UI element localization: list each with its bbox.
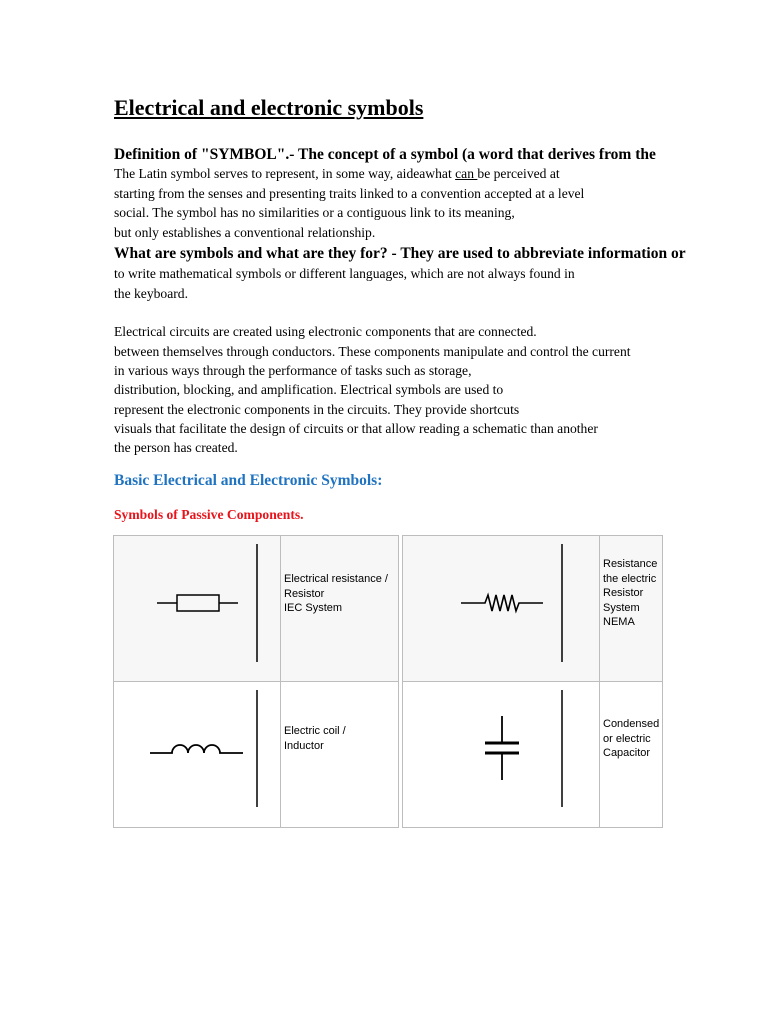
caption-line: Resistance [603,558,658,570]
resistor-iec-caption [281,536,398,682]
circuits-line: represent the electronic components in the circuits. They provide shortcuts [114,402,520,417]
page-title: Electrical and electronic symbols [114,95,424,120]
definition-line-1-pre: The Latin symbol serves to represent, in some way, aideawhat [114,166,456,181]
inductor-icon [114,682,281,827]
capacitor-cell [403,682,600,827]
caption-line: Capacitor [603,747,651,759]
caption-line: Inductor [284,739,324,752]
resistor-nema-caption [600,536,662,682]
what-line-2: the keyboard. [114,286,188,301]
underlined-word: can [455,166,478,181]
caption-line: System [603,601,640,614]
caption-line: the electric [603,572,657,585]
definition-line-4: but only establishes a conventional relationship. [114,225,376,240]
circuits-line: visuals that facilitate the design of circuits or that allow reading a schematic than another [114,421,598,436]
caption-line: Resistor [603,587,644,599]
circuits-line: distribution, blocking, and amplification. Electrical symbols are used to [114,382,504,397]
caption-line: Electrical resistance / [284,573,388,585]
definition-line-2: starting from the senses and presenting traits linked to a convention accepted at a level [114,186,585,201]
caption-line: NEMA [603,616,635,628]
capacitor-caption [600,682,662,827]
sub-title: Symbols of Passive Components. [114,507,304,522]
definition-heading: Definition of "SYMBOL".- The concept of a symbol (a word that derives from the [114,146,656,163]
definition-line-1 [114,166,560,182]
caption-line: Condensed [603,718,660,730]
symbol-table-right [402,535,663,828]
inductor-cell [114,682,281,827]
symbol-table-left [113,535,399,828]
what-heading: What are symbols and what are they for? - They are used to abbreviate information or [114,245,686,262]
section-title: Basic Electrical and Electronic Symbols: [114,472,383,489]
circuits-line: Electrical circuits are created using electronic components that are connected. [114,324,537,339]
circuits-line: in various ways through the performance of tasks such as storage, [114,363,472,378]
definition-line-3: social. The symbol has no similarities or a contiguous link to its meaning, [114,205,515,220]
resistor-nema-cell [403,536,600,682]
definition-line-1-post: be perceived at [477,166,560,181]
what-line-1: to write mathematical symbols or different languages, which are not always found in [114,266,575,281]
circuits-line: between themselves through conductors. These components manipulate and control the current [114,344,631,359]
capacitor-icon [403,682,600,827]
caption-line: Resistor [284,587,325,600]
inductor-caption [281,682,398,827]
caption-line: Electric coil / [284,725,346,737]
caption-line: IEC System [284,602,343,614]
circuits-line: the person has created. [114,440,238,455]
resistor-nema-icon [403,536,600,682]
resistor-iec-cell [114,536,281,682]
resistor-iec-icon [114,536,281,682]
caption-line: or electric [603,732,651,745]
